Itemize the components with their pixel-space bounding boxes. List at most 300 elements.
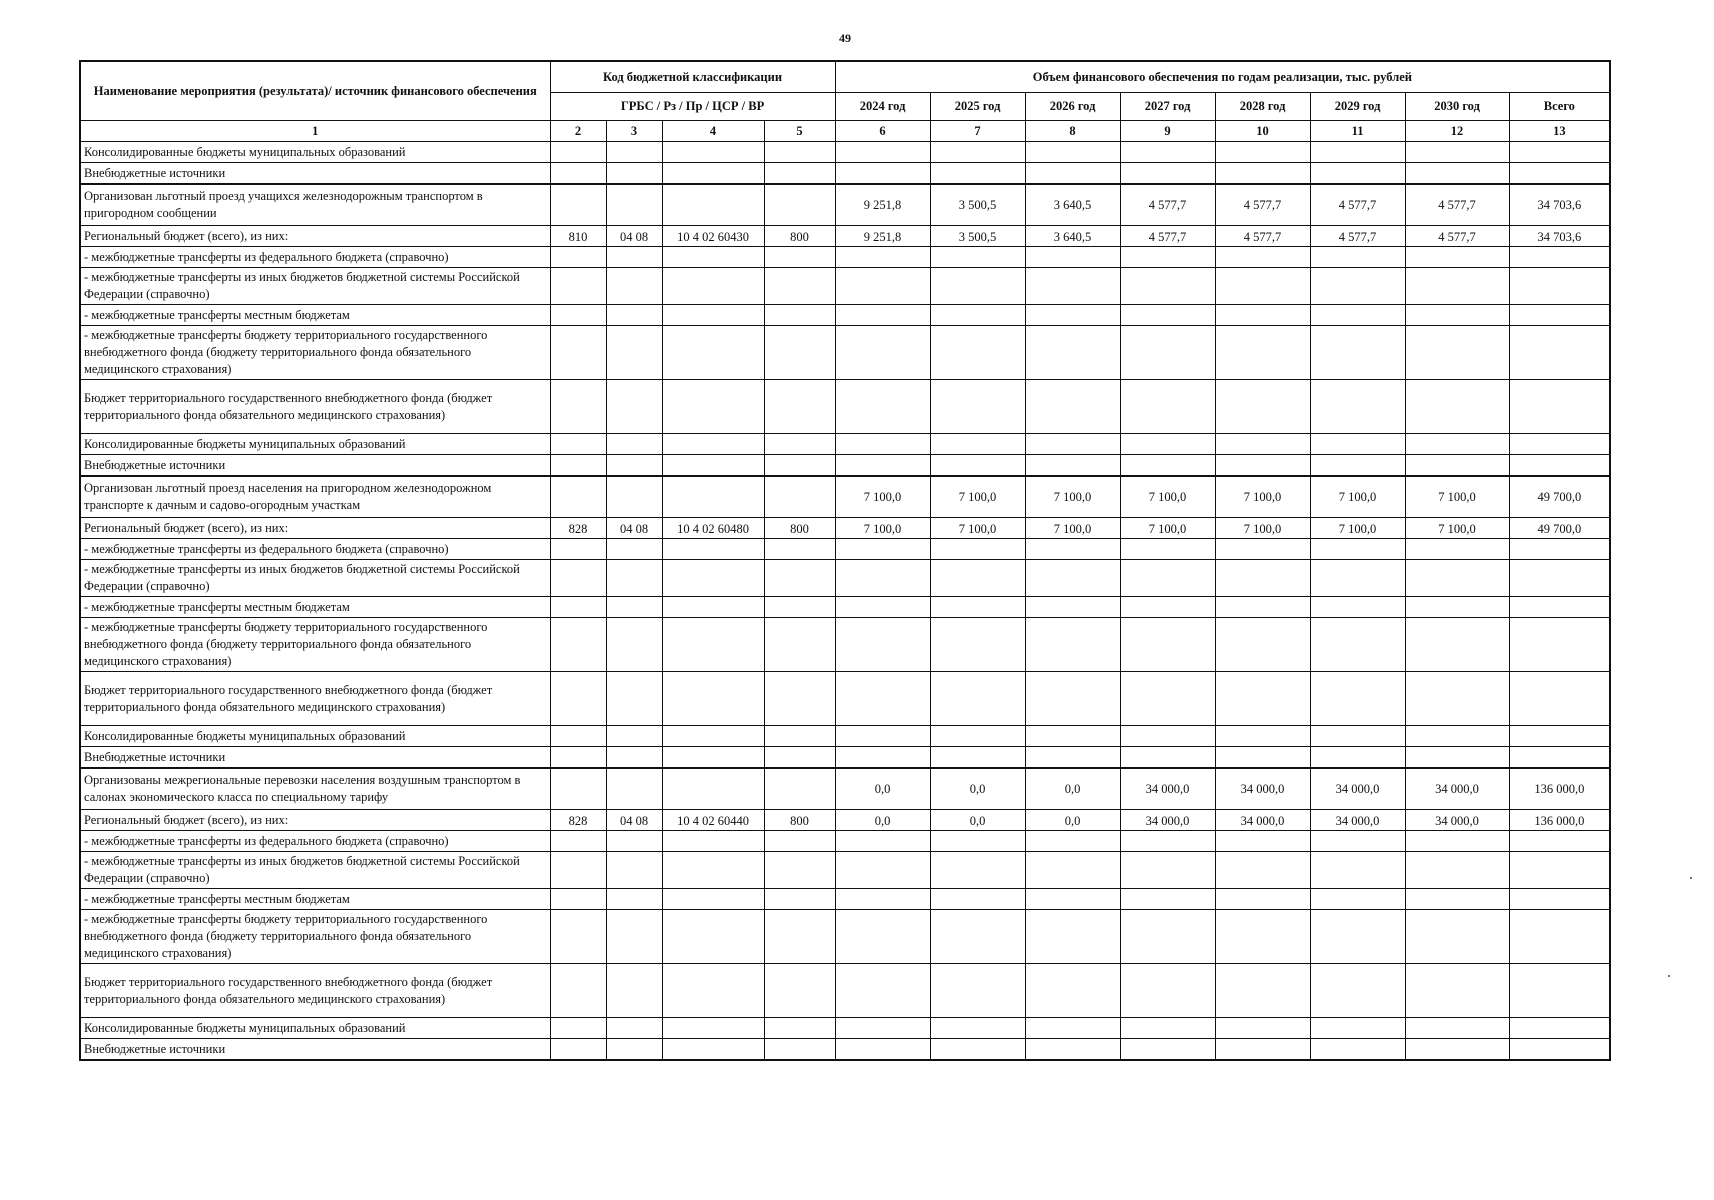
- row-name: Региональный бюджет (всего), из них:: [80, 518, 550, 539]
- code-rz: [606, 434, 662, 455]
- value-year: 4 577,7: [1405, 184, 1509, 226]
- value-year: [930, 268, 1025, 305]
- row-name: - межбюджетные трансферты местным бюджетам: [80, 305, 550, 326]
- code-rz: [606, 768, 662, 810]
- value-year: [930, 434, 1025, 455]
- header-year: 2027 год: [1120, 93, 1215, 121]
- value-year: [1310, 618, 1405, 672]
- value-year: [1405, 268, 1509, 305]
- code-grbs: [550, 476, 606, 518]
- table-header: [80, 61, 1610, 142]
- code-vr: [764, 305, 835, 326]
- code-rz: [606, 747, 662, 769]
- value-year: [1215, 597, 1310, 618]
- value-total: 49 700,0: [1509, 476, 1610, 518]
- value-year: [1405, 889, 1509, 910]
- table-row: [80, 910, 1610, 964]
- column-numbers-row: [80, 121, 1610, 142]
- row-name: - межбюджетные трансферты из федерального бюджета (справочно): [80, 831, 550, 852]
- code-csr: [662, 163, 764, 185]
- value-total: [1509, 747, 1610, 769]
- value-year: 0,0: [835, 768, 930, 810]
- value-year: [1215, 889, 1310, 910]
- value-year: [1215, 672, 1310, 726]
- code-rz: [606, 597, 662, 618]
- value-year: 0,0: [930, 768, 1025, 810]
- table-row: [80, 726, 1610, 747]
- value-year: [835, 672, 930, 726]
- value-year: 4 577,7: [1120, 226, 1215, 247]
- value-year: 34 000,0: [1120, 768, 1215, 810]
- row-name: Консолидированные бюджеты муниципальных образований: [80, 726, 550, 747]
- code-grbs: [550, 326, 606, 380]
- code-vr: [764, 1018, 835, 1039]
- code-grbs: [550, 831, 606, 852]
- code-vr: [764, 1039, 835, 1061]
- code-csr: [662, 1039, 764, 1061]
- value-year: [1025, 726, 1120, 747]
- value-year: 7 100,0: [1025, 518, 1120, 539]
- row-name: Внебюджетные источники: [80, 163, 550, 185]
- code-rz: [606, 889, 662, 910]
- value-year: 7 100,0: [1310, 518, 1405, 539]
- code-csr: [662, 831, 764, 852]
- value-year: [1025, 831, 1120, 852]
- value-year: [1120, 852, 1215, 889]
- table-row: [80, 560, 1610, 597]
- code-csr: [662, 326, 764, 380]
- value-year: [1025, 455, 1120, 477]
- code-rz: [606, 380, 662, 434]
- value-year: [1215, 268, 1310, 305]
- column-number: 3: [606, 121, 662, 142]
- value-year: [1405, 1039, 1509, 1061]
- table-row: [80, 305, 1610, 326]
- value-year: [1215, 247, 1310, 268]
- value-year: [930, 247, 1025, 268]
- value-total: [1509, 672, 1610, 726]
- header-year: 2029 год: [1310, 93, 1405, 121]
- code-csr: [662, 597, 764, 618]
- row-name: - межбюджетные трансферты бюджету территориального государственного внебюджетного фонда (бюджету территориального фонда обязательного медицинского страхования): [80, 326, 550, 380]
- code-rz: [606, 539, 662, 560]
- value-year: [1025, 380, 1120, 434]
- code-rz: [606, 305, 662, 326]
- value-year: [1120, 305, 1215, 326]
- value-year: [1025, 326, 1120, 380]
- value-year: 7 100,0: [1215, 476, 1310, 518]
- table-body: [80, 142, 1610, 1061]
- value-total: 49 700,0: [1509, 518, 1610, 539]
- value-year: [1025, 618, 1120, 672]
- row-name: - межбюджетные трансферты местным бюджетам: [80, 597, 550, 618]
- value-year: [1215, 831, 1310, 852]
- code-csr: [662, 726, 764, 747]
- value-year: [1215, 434, 1310, 455]
- table-row: [80, 476, 1610, 518]
- code-csr: 10 4 02 60430: [662, 226, 764, 247]
- header-code-sub: ГРБС / Рз / Пр / ЦСР / ВР: [550, 93, 835, 121]
- value-year: [1215, 142, 1310, 163]
- code-grbs: [550, 184, 606, 226]
- value-year: 34 000,0: [1310, 768, 1405, 810]
- value-year: [1405, 434, 1509, 455]
- code-csr: [662, 539, 764, 560]
- value-year: [1310, 910, 1405, 964]
- code-grbs: 828: [550, 518, 606, 539]
- value-year: [1310, 560, 1405, 597]
- row-name: Консолидированные бюджеты муниципальных образований: [80, 142, 550, 163]
- value-year: [1310, 747, 1405, 769]
- value-year: 7 100,0: [1120, 518, 1215, 539]
- value-year: 0,0: [835, 810, 930, 831]
- code-csr: [662, 476, 764, 518]
- value-year: [930, 142, 1025, 163]
- value-year: 9 251,8: [835, 184, 930, 226]
- value-year: [1310, 852, 1405, 889]
- value-year: [1120, 326, 1215, 380]
- row-name: - межбюджетные трансферты бюджету территориального государственного внебюджетного фонда (бюджету территориального фонда обязательного медицинского страхования): [80, 910, 550, 964]
- value-year: [1120, 964, 1215, 1018]
- row-name: Консолидированные бюджеты муниципальных образований: [80, 1018, 550, 1039]
- code-vr: [764, 618, 835, 672]
- code-vr: [764, 268, 835, 305]
- value-year: [1215, 910, 1310, 964]
- code-vr: [764, 672, 835, 726]
- value-total: [1509, 247, 1610, 268]
- value-year: 0,0: [930, 810, 1025, 831]
- code-vr: [764, 852, 835, 889]
- value-year: [1120, 597, 1215, 618]
- code-grbs: [550, 768, 606, 810]
- value-year: 7 100,0: [1120, 476, 1215, 518]
- value-year: [1310, 142, 1405, 163]
- value-year: [1120, 560, 1215, 597]
- code-grbs: [550, 964, 606, 1018]
- value-total: [1509, 852, 1610, 889]
- value-year: [1310, 247, 1405, 268]
- row-name: Региональный бюджет (всего), из них:: [80, 226, 550, 247]
- code-grbs: [550, 1018, 606, 1039]
- row-name: Региональный бюджет (всего), из них:: [80, 810, 550, 831]
- code-rz: [606, 476, 662, 518]
- value-year: [1120, 380, 1215, 434]
- code-vr: [764, 889, 835, 910]
- value-year: [930, 163, 1025, 185]
- code-vr: [764, 597, 835, 618]
- value-year: [930, 618, 1025, 672]
- value-year: [1025, 910, 1120, 964]
- value-year: [835, 831, 930, 852]
- value-year: [1025, 964, 1120, 1018]
- value-year: [930, 1039, 1025, 1061]
- code-rz: [606, 852, 662, 889]
- header-year: 2028 год: [1215, 93, 1310, 121]
- code-csr: [662, 618, 764, 672]
- value-total: [1509, 142, 1610, 163]
- column-number: 13: [1509, 121, 1610, 142]
- value-year: [1215, 618, 1310, 672]
- code-vr: [764, 964, 835, 1018]
- value-year: [835, 889, 930, 910]
- value-year: 4 577,7: [1215, 184, 1310, 226]
- code-grbs: [550, 852, 606, 889]
- value-year: [930, 910, 1025, 964]
- code-vr: [764, 831, 835, 852]
- code-csr: [662, 305, 764, 326]
- value-year: [1215, 747, 1310, 769]
- code-csr: [662, 852, 764, 889]
- code-grbs: [550, 560, 606, 597]
- value-year: 0,0: [1025, 768, 1120, 810]
- code-csr: 10 4 02 60480: [662, 518, 764, 539]
- code-vr: 800: [764, 810, 835, 831]
- table-row: [80, 964, 1610, 1018]
- value-year: [1120, 910, 1215, 964]
- code-grbs: [550, 747, 606, 769]
- value-year: [1405, 910, 1509, 964]
- value-year: [1025, 597, 1120, 618]
- code-grbs: [550, 597, 606, 618]
- value-year: [835, 247, 930, 268]
- value-year: [1215, 163, 1310, 185]
- column-number: 4: [662, 121, 764, 142]
- value-year: [835, 618, 930, 672]
- code-grbs: [550, 539, 606, 560]
- value-year: [1310, 1018, 1405, 1039]
- row-name: Внебюджетные источники: [80, 455, 550, 477]
- value-year: [1405, 747, 1509, 769]
- value-year: [835, 726, 930, 747]
- value-year: [1120, 672, 1215, 726]
- table-row: [80, 268, 1610, 305]
- column-number: 11: [1310, 121, 1405, 142]
- column-number: 7: [930, 121, 1025, 142]
- value-year: 7 100,0: [1215, 518, 1310, 539]
- value-year: [1310, 326, 1405, 380]
- code-csr: [662, 964, 764, 1018]
- value-year: [1405, 305, 1509, 326]
- value-year: 7 100,0: [930, 518, 1025, 539]
- value-year: [1120, 889, 1215, 910]
- value-year: [930, 1018, 1025, 1039]
- row-name: Внебюджетные источники: [80, 747, 550, 769]
- row-name: Организованы межрегиональные перевозки населения воздушным транспортом в салонах экономического класса по специальному тарифу: [80, 768, 550, 810]
- column-number: 10: [1215, 121, 1310, 142]
- value-total: [1509, 560, 1610, 597]
- value-year: [835, 326, 930, 380]
- value-year: [1120, 142, 1215, 163]
- value-total: [1509, 889, 1610, 910]
- header-total: Всего: [1509, 93, 1610, 121]
- value-year: [930, 747, 1025, 769]
- row-name: - межбюджетные трансферты из иных бюджетов бюджетной системы Российской Федерации (справочно): [80, 268, 550, 305]
- value-total: [1509, 305, 1610, 326]
- table-row: [80, 142, 1610, 163]
- value-year: [1215, 539, 1310, 560]
- code-rz: [606, 326, 662, 380]
- value-year: [930, 672, 1025, 726]
- code-rz: [606, 618, 662, 672]
- code-vr: 800: [764, 518, 835, 539]
- value-year: [1025, 852, 1120, 889]
- value-year: [1215, 852, 1310, 889]
- value-year: [1405, 380, 1509, 434]
- column-number: 1: [80, 121, 550, 142]
- code-grbs: [550, 672, 606, 726]
- code-csr: [662, 672, 764, 726]
- value-year: [1120, 247, 1215, 268]
- value-year: [835, 560, 930, 597]
- table-row: [80, 768, 1610, 810]
- value-year: 0,0: [1025, 810, 1120, 831]
- value-total: 136 000,0: [1509, 768, 1610, 810]
- value-year: [835, 852, 930, 889]
- code-vr: [764, 455, 835, 477]
- value-year: [1405, 618, 1509, 672]
- value-year: [930, 964, 1025, 1018]
- code-vr: [764, 326, 835, 380]
- value-year: [1025, 1018, 1120, 1039]
- value-year: [930, 831, 1025, 852]
- value-year: [1025, 539, 1120, 560]
- value-total: [1509, 539, 1610, 560]
- value-year: [1310, 380, 1405, 434]
- code-csr: [662, 889, 764, 910]
- value-year: [1025, 163, 1120, 185]
- value-year: [1025, 268, 1120, 305]
- value-year: [1310, 964, 1405, 1018]
- value-total: [1509, 163, 1610, 185]
- row-name: - межбюджетные трансферты из федерального бюджета (справочно): [80, 247, 550, 268]
- row-name: Бюджет территориального государственного внебюджетного фонда (бюджет территориального фонда обязательного медицинского страхования): [80, 380, 550, 434]
- value-year: [1025, 672, 1120, 726]
- value-year: [1215, 726, 1310, 747]
- table-row: [80, 618, 1610, 672]
- value-year: [1025, 434, 1120, 455]
- value-year: 4 577,7: [1215, 226, 1310, 247]
- table-row: [80, 226, 1610, 247]
- code-csr: [662, 768, 764, 810]
- code-rz: 04 08: [606, 518, 662, 539]
- table-row: [80, 455, 1610, 477]
- value-year: [930, 380, 1025, 434]
- value-year: [930, 726, 1025, 747]
- code-vr: [764, 560, 835, 597]
- header-year: 2026 год: [1025, 93, 1120, 121]
- value-year: [835, 747, 930, 769]
- code-vr: [764, 184, 835, 226]
- header-year: 2030 год: [1405, 93, 1509, 121]
- value-year: 34 000,0: [1405, 768, 1509, 810]
- value-total: 34 703,6: [1509, 184, 1610, 226]
- value-year: [1405, 964, 1509, 1018]
- value-year: [835, 163, 930, 185]
- value-year: [1025, 747, 1120, 769]
- value-year: [835, 305, 930, 326]
- value-total: [1509, 326, 1610, 380]
- value-year: [930, 889, 1025, 910]
- code-rz: [606, 560, 662, 597]
- table-row: [80, 247, 1610, 268]
- row-name: Внебюджетные источники: [80, 1039, 550, 1061]
- value-year: [1215, 560, 1310, 597]
- table-row: [80, 1018, 1610, 1039]
- value-year: 34 000,0: [1120, 810, 1215, 831]
- value-year: [835, 1039, 930, 1061]
- value-year: 7 100,0: [835, 518, 930, 539]
- value-year: [1120, 747, 1215, 769]
- table-row: [80, 326, 1610, 380]
- table-row: [80, 810, 1610, 831]
- value-year: [1120, 618, 1215, 672]
- value-year: [835, 142, 930, 163]
- value-year: [930, 597, 1025, 618]
- value-year: [1120, 455, 1215, 477]
- header-budget-code: Код бюджетной классификации: [550, 61, 835, 93]
- code-grbs: [550, 380, 606, 434]
- scan-speck: [1690, 877, 1692, 879]
- row-name: Организован льготный проезд населения на пригородном железнодорожном транспорте к дачным и садово-огородным участкам: [80, 476, 550, 518]
- code-csr: [662, 434, 764, 455]
- value-year: 3 500,5: [930, 184, 1025, 226]
- value-year: [835, 434, 930, 455]
- code-csr: [662, 142, 764, 163]
- code-csr: [662, 380, 764, 434]
- row-name: Бюджет территориального государственного внебюджетного фонда (бюджет территориального фонда обязательного медицинского страхования): [80, 964, 550, 1018]
- value-total: 136 000,0: [1509, 810, 1610, 831]
- row-name: - межбюджетные трансферты местным бюджетам: [80, 889, 550, 910]
- code-csr: [662, 184, 764, 226]
- row-name: - межбюджетные трансферты бюджету территориального государственного внебюджетного фонда (бюджету территориального фонда обязательного медицинского страхования): [80, 618, 550, 672]
- value-year: 34 000,0: [1215, 768, 1310, 810]
- code-grbs: [550, 1039, 606, 1061]
- value-total: 34 703,6: [1509, 226, 1610, 247]
- code-csr: [662, 747, 764, 769]
- value-year: 3 640,5: [1025, 226, 1120, 247]
- value-year: [1310, 305, 1405, 326]
- row-name: - межбюджетные трансферты из иных бюджетов бюджетной системы Российской Федерации (справочно): [80, 852, 550, 889]
- code-csr: [662, 910, 764, 964]
- header-name-column: Наименование мероприятия (результата)/ источник финансового обеспечения: [80, 61, 550, 121]
- code-grbs: [550, 268, 606, 305]
- code-rz: [606, 964, 662, 1018]
- table-row: [80, 518, 1610, 539]
- table-row: [80, 184, 1610, 226]
- value-year: 7 100,0: [1025, 476, 1120, 518]
- code-vr: [764, 768, 835, 810]
- value-year: [1025, 1039, 1120, 1061]
- page-number: 49: [839, 31, 851, 45]
- value-year: 3 500,5: [930, 226, 1025, 247]
- value-year: [1405, 455, 1509, 477]
- code-vr: [764, 247, 835, 268]
- value-year: [1025, 142, 1120, 163]
- value-total: [1509, 434, 1610, 455]
- code-rz: [606, 142, 662, 163]
- code-grbs: [550, 434, 606, 455]
- value-year: [1025, 305, 1120, 326]
- value-year: [1310, 597, 1405, 618]
- value-year: [1025, 560, 1120, 597]
- code-vr: [764, 142, 835, 163]
- value-total: [1509, 380, 1610, 434]
- value-total: [1509, 1039, 1610, 1061]
- value-total: [1509, 1018, 1610, 1039]
- value-year: 9 251,8: [835, 226, 930, 247]
- value-year: [930, 852, 1025, 889]
- value-year: 7 100,0: [930, 476, 1025, 518]
